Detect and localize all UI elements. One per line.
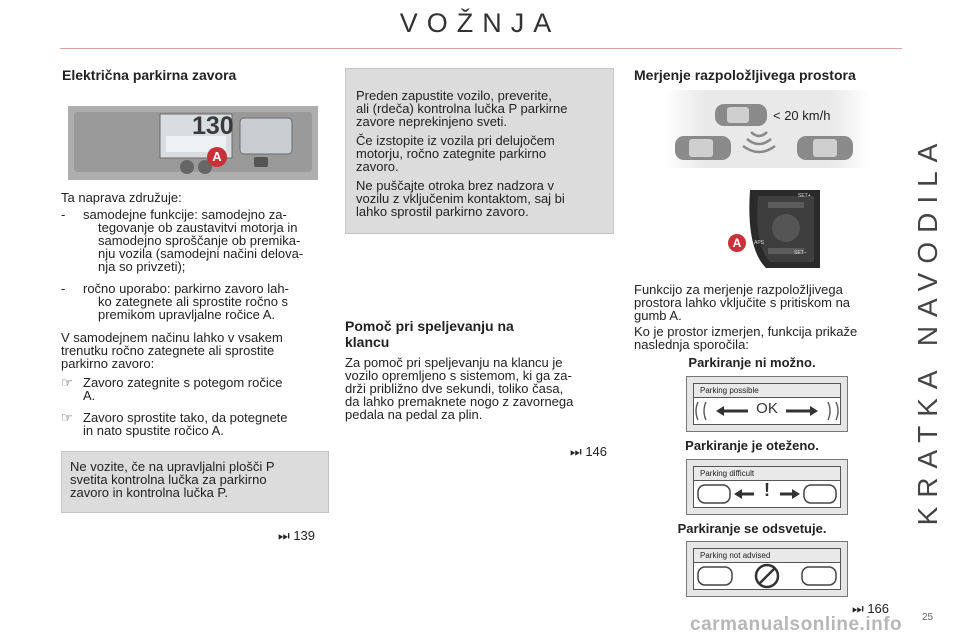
message-caption-not-advised: Parkiranje se odsvetuje. xyxy=(677,521,827,536)
aps-label: APS xyxy=(754,240,765,246)
page-reference-139[interactable]: ⏭ 139 xyxy=(278,528,316,543)
page-number: 25 xyxy=(922,612,934,623)
intro-text: Ta naprava združuje: xyxy=(61,190,182,205)
feature-list xyxy=(61,208,331,321)
no-parking-icon xyxy=(694,562,840,590)
message-screen-text: OK xyxy=(756,400,778,417)
parking-space-illustration xyxy=(665,90,870,168)
info-box: Preden zapustite vozilo, preverite, ali (rdeča) kontrolna lučka P parkirne zavore neprekinjeno sveti. Če izstopite iz vozila pri delujočem motorju, ročno zategnite parkirno zavoro. Ne puščajte otroka brez nadzora v vozilu z vključenim kontaktom, saj bi lahko sprostil parkirno zavoro. xyxy=(345,68,614,234)
callout-a-badge: A xyxy=(207,147,227,167)
fast-forward-icon: ⏭ xyxy=(278,528,290,543)
list-line: samodejne funkcije: samodejno za- xyxy=(83,207,287,222)
set-plus-label: SET+ xyxy=(798,193,811,199)
fast-forward-icon: ⏭ xyxy=(852,601,864,616)
fast-forward-icon: ⏭ xyxy=(570,444,582,459)
set-minus-label: SET– xyxy=(794,250,807,256)
list-item: - samodejne funkcije: samodejno za- tegovanje ob zaustavitvi motorja in samodejno sproščanje ob premika- nju vozila (samodejni načini delova- nja so privzeti); xyxy=(61,207,304,274)
message-title: Parking difficult xyxy=(694,467,840,481)
message-title: Parking not advised xyxy=(694,549,840,563)
message-caption-possible: Parkiranje ni možno. xyxy=(688,355,816,370)
message-title: Parking possible xyxy=(694,384,840,398)
page-reference-166[interactable]: ⏭ 166 xyxy=(852,601,890,616)
list-line: ročno uporabo: parkirno zavoro lah- xyxy=(83,281,289,296)
hand-pointer-icon: ☞ xyxy=(61,410,73,425)
list-line: ko zategnete ali sprostite ročno s xyxy=(98,294,289,309)
list-item: ☞ Zavoro sprostite tako, da potegnete in nato spustite ročico A. xyxy=(61,410,288,438)
list-line: nju vozila (samodejni načini delova- xyxy=(98,246,304,261)
header-rule xyxy=(60,48,902,49)
speed-display-value: 130 xyxy=(192,112,234,140)
warning-box: Ne vozite, če na upravljalni plošči P svetita kontrolna lučka za parkirno zavoro in kontrolna lučka P. xyxy=(61,451,329,513)
watermark: carmanualsonline.info xyxy=(690,614,903,635)
manual-mode-paragraph: V samodejnem načinu lahko v vsakem trenutku ročno zategnete ali sprostite parkirno zavoro: xyxy=(61,330,283,371)
list-line: tegovanje ob zaustavitvi motorja in xyxy=(98,220,298,235)
list-line: nja so privzeti); xyxy=(98,259,186,274)
space-measure-text: Funkcijo za merjenje razpoložljivega prostora lahko vključite s pritiskom na gumb A. xyxy=(634,282,851,323)
list-item: - ročno uporabo: parkirno zavoro lah- ko zategnete ali sprostite ročno s premikom upravljalne ročice A. xyxy=(61,281,289,322)
message-screen-text: ! xyxy=(764,480,770,500)
page-reference-146[interactable]: ⏭ 146 xyxy=(570,444,608,459)
list-line: samodejno sproščanje ob premika- xyxy=(98,233,301,248)
space-measure-text-2: Ko je prostor izmerjen, funkcija prikaže naslednja sporočila: xyxy=(634,324,858,352)
hand-pointer-icon: ☞ xyxy=(61,375,73,390)
parking-brake-heading: Električna parkirna zavora xyxy=(62,67,237,83)
message-panel-difficult xyxy=(686,459,848,515)
message-caption-difficult: Parkiranje je oteženo. xyxy=(685,438,819,453)
list-line: premikom upravljalne ročice A. xyxy=(98,307,276,322)
page-title: VOŽNJA xyxy=(399,8,561,38)
message-panel-not-advised xyxy=(686,541,848,597)
dashboard-image xyxy=(68,106,318,180)
hill-start-heading: Pomoč pri speljevanju na klancu xyxy=(345,318,514,350)
list-item: ☞ Zavoro zategnite s potegom ročice A. xyxy=(61,375,283,403)
manual-steps xyxy=(61,376,331,437)
hill-start-text: Za pomoč pri speljevanju na klancu je vozilo opremljeno s sistemom, ki ga za- drži približno dve sekundi, toliko časa, da lahko premaknete nogo z zavornega pedala na pedal za plin. xyxy=(345,355,574,422)
steering-stalk-image xyxy=(728,178,828,272)
parked-cars-illustration xyxy=(665,90,870,168)
side-section-label: KRATKA NAVODILA xyxy=(912,134,943,526)
space-measure-heading: Merjenje razpoložljivega prostora xyxy=(634,67,856,83)
message-panel-possible xyxy=(686,376,848,432)
stalk-illustration xyxy=(728,178,828,272)
callout-a-badge: A xyxy=(728,234,746,252)
speed-limit-label: < 20 km/h xyxy=(773,108,831,123)
